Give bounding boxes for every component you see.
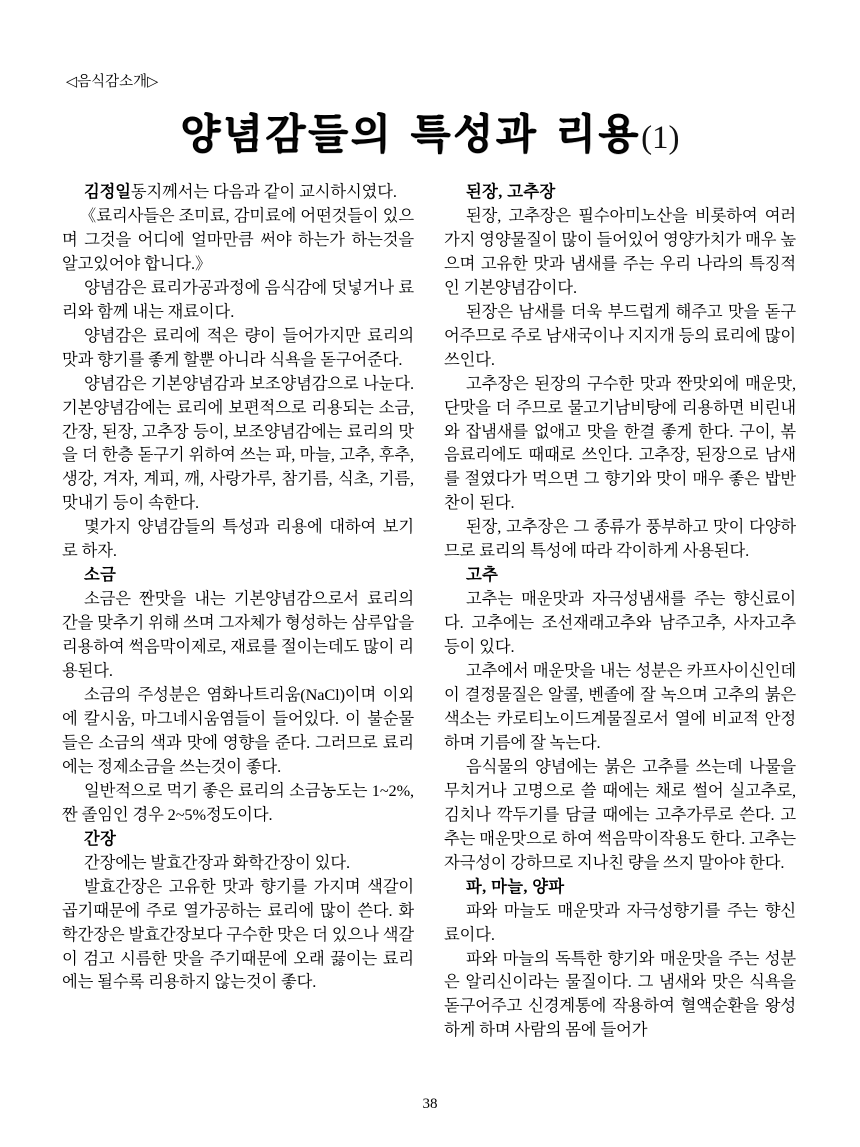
paragraph: 고추는 매운맛과 자극성냄새를 주는 향신료이다. 고추에는 조선재래고추와 남주고추, 사자고추 등이 있다. xyxy=(444,589,796,657)
paragraph: 간장에는 발효간장과 화학간장이 있다. xyxy=(84,852,350,872)
paragraph: 소금의 주성분은 염화나트리움(NaCl)이며 이외에 칼시움, 마그네시움염들이 들어있다. 이 불순물들은 소금의 색과 맛에 영향을 준다. 그러므로 료리에는 정제소금을 쓰는것이 좋다. xyxy=(62,685,414,776)
paragraph-text: 동지께서는 다음과 같이 교시하시였다. xyxy=(130,182,397,201)
paragraph: 일반적으로 먹기 좋은 료리의 소금농도는 1~2%, 짠 졸임인 경우 2~5%정도이다. xyxy=(62,780,414,824)
two-column-body xyxy=(62,180,798,1042)
subheading-soysauce: 간장 xyxy=(84,828,117,848)
leader-name: 김정일 xyxy=(84,182,131,201)
quotation: 《료리사들은 조미료, 감미료에 어떤것들이 있으며 그것을 어디에 얼마만큼 써야 하는가 하는것을 알고있어야 합니다.》 xyxy=(62,205,414,273)
left-column xyxy=(62,180,414,994)
subheading-pepper: 고추 xyxy=(466,565,499,585)
page-number: 38 xyxy=(422,1096,438,1112)
paragraph: 몇가지 양념감들의 특성과 리용에 대하여 보기로 하자. xyxy=(62,517,414,561)
right-column xyxy=(444,180,796,1042)
paragraph: 파와 마늘도 매운맛과 자극성향기를 주는 향신료이다. xyxy=(444,900,796,944)
paragraph: 파와 마늘의 독특한 향기와 매운맛을 주는 성분은 알리신이라는 물질이다. 그 냄새와 맛은 식욕을 돋구어주고 신경계통에 작용하여 혈액순환을 왕성하게 하며 사람의 몸에 들어가 xyxy=(444,948,796,1040)
page-title-number: (1) xyxy=(641,120,680,156)
paragraph: 고추에서 매운맛을 내는 성분은 카프사이신인데 이 결정물질은 알콜, 벤졸에 잘 녹으며 고추의 붉은 색소는 카로티노이드계물질로서 열에 비교적 안정하며 기름에 잘 녹는다. xyxy=(444,661,796,752)
paragraph: 된장, 고추장은 그 종류가 풍부하고 맛이 다양하므로 료리의 특성에 따라 각이하게 사용된다. xyxy=(444,517,796,561)
paragraph: 발효간장은 고유한 맛과 향기를 가지며 색갈이 곱기때문에 주로 열가공하는 료리에 많이 쓴다. 화학간장은 발효간장보다 구수한 맛은 더 있으나 색갈이 검고 시름한 맛을 주기때문에 오래 끓이는 료리에는 될수록 리용하지 않는것이 좋다. xyxy=(62,876,415,992)
subheading-doenjang-gochujang: 된장, 고추장 xyxy=(466,182,556,201)
paragraph xyxy=(62,180,414,204)
page-title-text: 양념감들의 특성과 리용(1) xyxy=(180,110,680,158)
subheading-salt: 소금 xyxy=(84,565,117,585)
section-kicker: ◁음식감소개▷ xyxy=(66,74,159,90)
paragraph: 양념감은 기본양념감과 보조양념감으로 나눈다. 기본양념감에는 료리에 보편적으로 리용되는 소금, 간장, 된장, 고추장 등이, 보조양념감에는 료리의 맛을 더 한층 돋구기 위하여 쓰는 파, 마늘, 고추, 후추, 생강, 겨자, 계피, 깨, 사랑가루, 참기름, 식초, 기름, 맛내기 등이 속한다. xyxy=(62,373,414,513)
subheading-onion-garlic: 파, 마늘, 양파 xyxy=(466,876,565,896)
paragraph: 양념감은 료리가공과정에 음식감에 덧넣거나 료리와 함께 내는 재료이다. xyxy=(62,277,414,321)
paragraph: 고추장은 된장의 구수한 맛과 짠맛외에 매운맛, 단맛을 더 주므로 물고기남비탕에 리용하면 비린내와 잡냄새를 없애고 맛을 한결 좋게 한다. 구이, 볶음료리에도 때때로 쓰인다. 고추장, 된장으로 남새를 절였다가 먹으면 그 향기와 맛이 매우 좋은 밥반찬이 된다. xyxy=(444,373,796,513)
paragraph: 된장, 고추장은 필수아미노산을 비롯하여 여러가지 영양물질이 많이 들어있어 영양가치가 매우 높으며 고유한 맛과 냄새를 주는 우리 나라의 특징적인 기본양념감이다. xyxy=(444,205,797,297)
page-title xyxy=(62,101,798,160)
paragraph: 된장은 남새를 더욱 부드럽게 해주고 맛을 돋구어주므로 주로 남새국이나 지지개 등의 료리에 많이 쓰인다. xyxy=(444,301,797,369)
paragraph: 소금은 짠맛을 내는 기본양념감으로서 료리의 간을 맞추기 위해 쓰며 그자체가 형성하는 삼루압을 리용하여 썩음막이제로, 재료를 절이는데도 많이 리용된다. xyxy=(62,589,415,681)
paragraph: 음식물의 양념에는 붉은 고추를 쓰는데 나물을 무치거나 고명으로 쓸 때에는 채로 썰어 실고추로, 김치나 깍두기를 담글 때에는 고추가루로 쓴다. 고추는 매운맛으로 하여 썩음막이작용도 한다. 고추는 자극성이 강하므로 지나친 량을 쓰지 말아야 한다. xyxy=(444,756,797,872)
paragraph: 양념감은 료리에 적은 량이 들어가지만 료리의 맛과 향기를 좋게 할뿐 아니라 식욕을 돋구어준다. xyxy=(62,325,414,369)
